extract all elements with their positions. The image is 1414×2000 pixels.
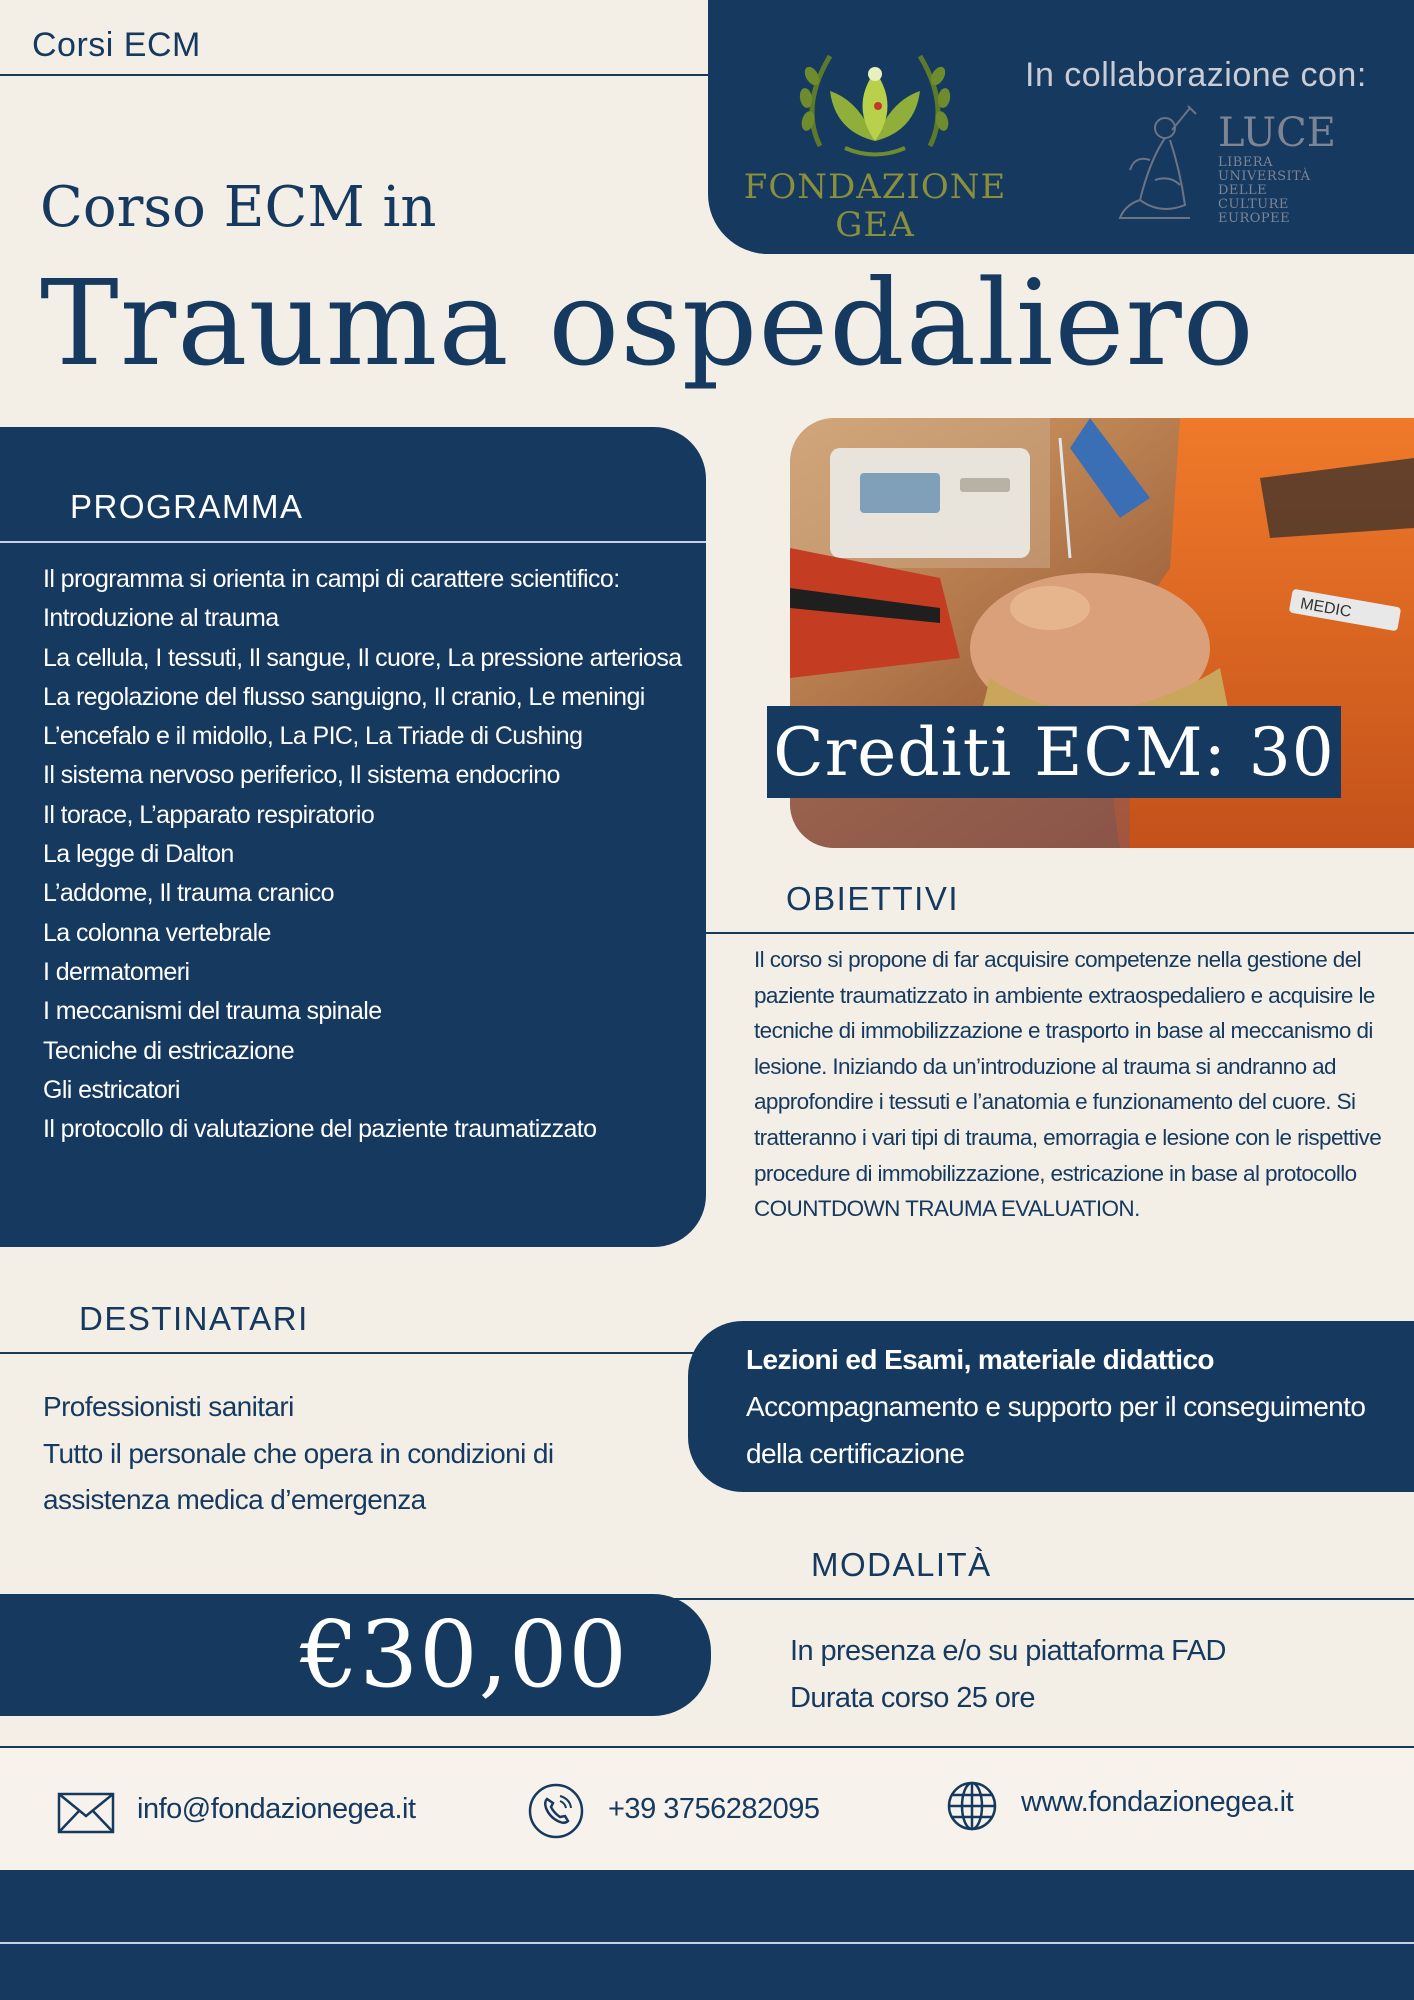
objectives-text: Il corso si propone di far acquisire competenze nella gestione del paziente traumatizzato in ambiente extraospedaliero e acquisire le tecniche di immobilizzazione e trasporto in base al meccanismo di lesione. Iniziando da un’introduzione al trauma si andranno ad approfondire i tessuti e l’anatomia e funzionamento del cuore. Si tratteranno i vari tipi di trauma, emorragia e lesione con le rispettive procedure di immobilizzazione, estricazione in base al protocollo COUNTDOWN TRAUMA EVALUATION. [754,947,1382,1222]
course-prefix: Corso ECM in [40,175,437,240]
collaboration-text: In collaborazione con: [1025,56,1367,94]
program-item: La colonna vertebrale [43,918,271,947]
modality-item: Durata corso 25 ore [790,1682,1035,1714]
objectives-divider [706,932,1414,934]
footer-line [0,1942,1414,1944]
program-item: Tecniche di estricazione [43,1036,295,1065]
recipients-item: Tutto il personale che opera in condizioni di assistenza medica d’emergenza [43,1437,554,1515]
svg-text:MEDIC: MEDIC [1298,595,1353,621]
gea-lotus-logo-icon [790,36,960,166]
program-item: Il protocollo di valutazione del paziente traumatizzato [43,1115,597,1144]
modality-divider [670,1598,1414,1600]
program-item: Il sistema nervoso periferico, Il sistema endocrino [43,761,560,790]
program-list [43,560,683,1149]
footer-band [0,1870,1414,2000]
program-item: I dermatomeri [43,957,190,986]
program-item: La cellula, I tessuti, Il sangue, Il cuore, La pressione arteriosa [43,643,682,672]
header-label: Corsi ECM [32,26,201,64]
recipients-list [43,1384,663,1524]
recipients-divider [0,1352,700,1354]
phone-link[interactable]: +39 3756282095 [608,1793,820,1825]
email-link[interactable]: info@fondazionegea.it [137,1793,416,1825]
program-item: Il programma si orienta in campi di carattere scientifico: [43,565,620,593]
price-text: €30,00 [300,1601,628,1708]
objectives-heading: OBIETTIVI [786,880,960,917]
features-bold-text: Lezioni ed Esami, materiale didattico [746,1344,1214,1375]
credits-text: Crediti ECM: 30 [773,713,1335,791]
program-item: Introduzione al trauma [43,604,279,633]
program-divider [0,541,706,543]
website-link[interactable]: www.fondazionegea.it [1021,1786,1294,1818]
program-item: La regolazione del flusso sanguigno, Il cranio, Le meningi [43,682,645,711]
envelope-icon [57,1792,115,1834]
course-title: Trauma ospedaliero [40,254,1255,392]
recipients-heading: DESTINATARI [79,1300,309,1337]
header-divider [0,74,708,76]
program-item: Il torace, L’apparato respiratorio [43,800,375,829]
program-item: Gli estricatori [43,1075,180,1104]
recipients-item: Professionisti sanitari [43,1391,294,1422]
luce-subtitle: LIBERA UNIVERSITÀ DELLE CULTURE EUROPEE [1218,155,1311,226]
modality-item: In presenza e/o su piattaforma FAD [790,1635,1226,1667]
luce-allegory-logo-icon [1110,100,1210,225]
program-heading: PROGRAMMA [70,488,304,525]
luce-logo-text: LUCE [1218,110,1336,156]
features-text: Accompagnamento e supporto per il conseguimento della certificazione [746,1391,1366,1469]
credits-badge [767,706,1341,798]
phone-icon [527,1782,585,1840]
program-item: L’addome, Il trauma cranico [43,879,334,908]
gea-logo-text: FONDAZIONE GEA [743,167,1007,245]
modality-heading: MODALITÀ [811,1546,992,1583]
program-item: La legge di Dalton [43,840,234,869]
program-item: L’encefalo e il midollo, La PIC, La Triade di Cushing [43,722,583,751]
program-item: I meccanismi del trauma spinale [43,997,382,1026]
globe-icon [946,1780,998,1832]
modality-list [790,1628,1390,1722]
